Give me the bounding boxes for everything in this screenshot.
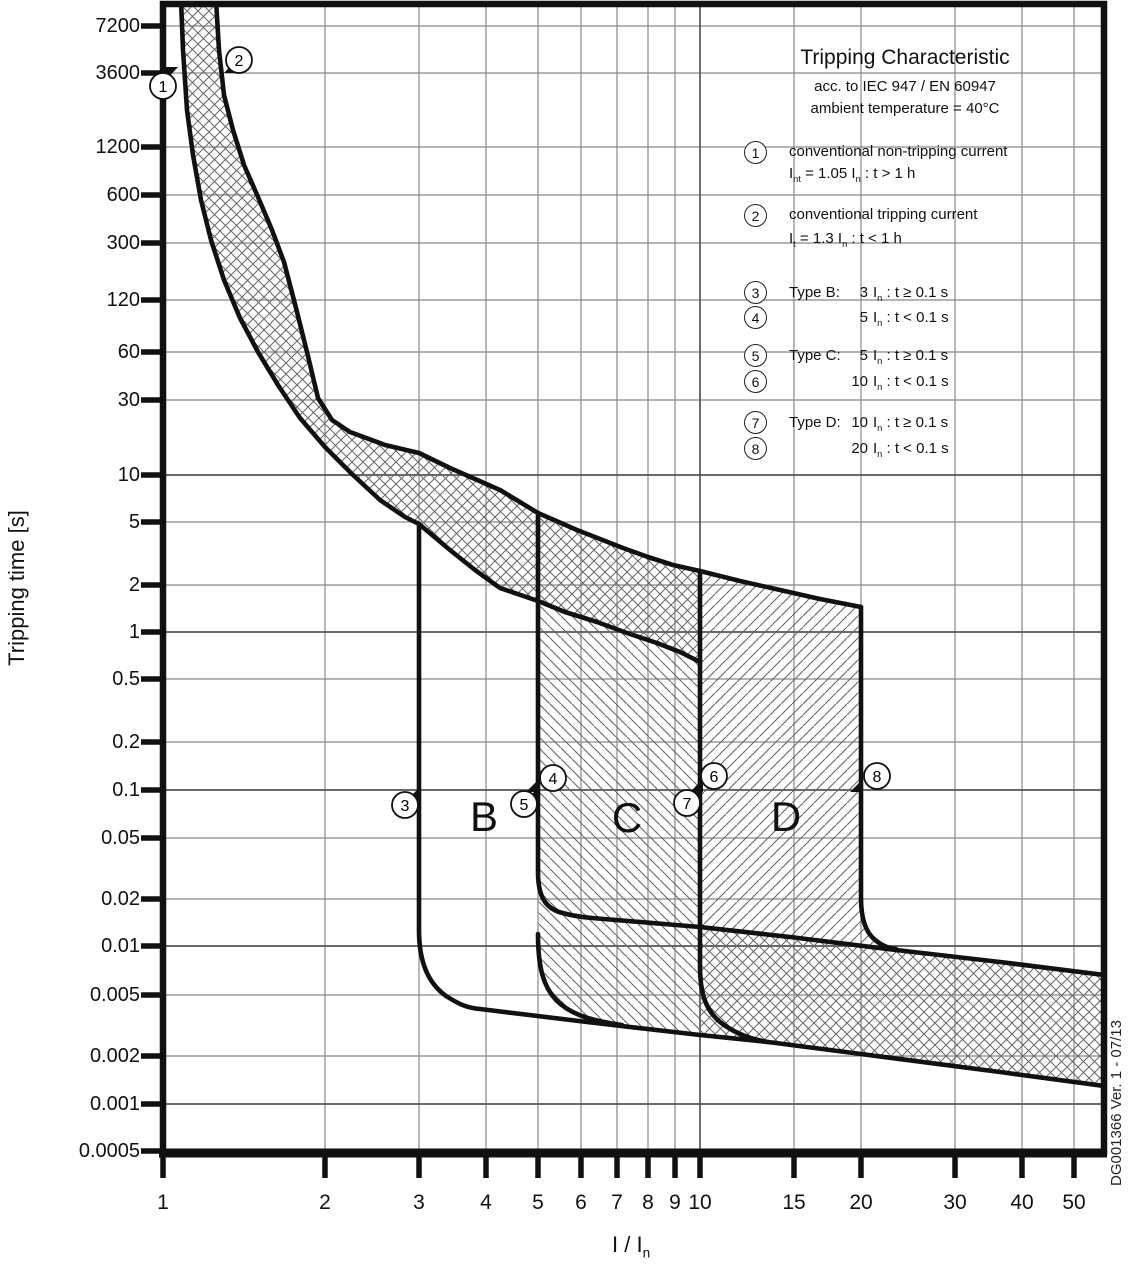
legend-value-rest: $I_n$ : t < 0.1 s bbox=[873, 373, 949, 392]
x-axis-title: I / $I_n$ bbox=[612, 1232, 651, 1261]
legend-type-label: Type B: bbox=[789, 284, 840, 301]
y-tick-label: 0.02 bbox=[101, 888, 140, 910]
legend-type-value bbox=[840, 373, 949, 392]
legend-value-number: 3 bbox=[859, 284, 868, 301]
region-label-c: C bbox=[611, 794, 643, 841]
x-tick-label: 15 bbox=[782, 1191, 806, 1214]
y-tick-label: 1 bbox=[128, 621, 140, 643]
x-tick-label: 50 bbox=[1062, 1191, 1086, 1214]
legend-circle-2: 2 bbox=[744, 204, 767, 227]
y-tick-label: 0.002 bbox=[89, 1045, 140, 1067]
callout-6-num: 6 bbox=[709, 769, 719, 786]
legend-circle-5: 5 bbox=[744, 344, 767, 367]
x-tick-label: 6 bbox=[575, 1191, 587, 1214]
legend-value-rest: $I_n$ : t ≥ 0.1 s bbox=[873, 414, 949, 433]
region-label-b: B bbox=[469, 793, 499, 840]
x-tick-label: 3 bbox=[413, 1191, 425, 1214]
y-tick-label: 0.005 bbox=[89, 984, 140, 1006]
region-label-d: D bbox=[770, 793, 802, 840]
y-axis-ticks bbox=[141, 26, 163, 1151]
legend-value-number: 5 bbox=[859, 309, 868, 326]
characteristic-curves bbox=[181, 0, 1104, 1086]
x-tick-label: 20 bbox=[849, 1191, 873, 1214]
y-tick-label: 3600 bbox=[95, 62, 140, 84]
type-d-region bbox=[700, 571, 896, 949]
y-tick-label: 600 bbox=[106, 184, 140, 206]
y-axis-title: Tripping time [s] bbox=[4, 510, 29, 666]
x-tick-label: 30 bbox=[943, 1191, 967, 1214]
x-tick-label: 8 bbox=[642, 1191, 654, 1214]
legend-circle-1: 1 bbox=[744, 141, 767, 164]
legend-value-number: 10 bbox=[851, 414, 868, 431]
callout-4 bbox=[540, 765, 566, 791]
y-tick-label: 0.001 bbox=[89, 1093, 140, 1115]
document-id-watermark: DG001366 Ver. 1 - 07/13 bbox=[1108, 1020, 1125, 1186]
x-tick-label: 4 bbox=[480, 1191, 492, 1214]
callout-7 bbox=[674, 790, 700, 816]
x-tick-label: 10 bbox=[688, 1191, 712, 1214]
legend-type-label: Type D: bbox=[789, 414, 841, 431]
x-tick-label: 5 bbox=[532, 1191, 544, 1214]
chart-subtitle: acc. to IEC 947 / EN 60947 bbox=[814, 78, 996, 95]
legend-circle-4: 4 bbox=[744, 306, 767, 329]
callout-4-num: 4 bbox=[548, 771, 558, 788]
legend-value-number: 5 bbox=[859, 347, 868, 364]
legend-type-value bbox=[840, 309, 949, 328]
y-tick-label: 0.01 bbox=[101, 935, 140, 957]
legend-formula: $I_{nt} = 1.05$ $I_n$ : t > 1 h bbox=[789, 165, 916, 184]
y-tick-label: 0.05 bbox=[101, 827, 140, 849]
legend-value-rest: $I_n$ : t < 0.1 s bbox=[873, 309, 949, 328]
legend-text: conventional tripping current bbox=[789, 206, 978, 223]
callout-2-num: 2 bbox=[234, 53, 244, 70]
legend-value-rest: $I_n$ : t ≥ 0.1 s bbox=[873, 347, 949, 366]
y-tick-label: 2 bbox=[128, 574, 140, 596]
legend-type-value bbox=[840, 284, 948, 303]
thermal-band-region bbox=[181, 0, 700, 661]
y-tick-label: 0.0005 bbox=[78, 1140, 140, 1162]
callout-3 bbox=[392, 792, 418, 818]
y-tick-label: 60 bbox=[117, 341, 140, 363]
callout-7-num: 7 bbox=[682, 796, 692, 813]
y-tick-label: 7200 bbox=[95, 15, 140, 37]
callout-8 bbox=[864, 763, 890, 789]
legend-type-value bbox=[840, 414, 948, 433]
legend-type-value bbox=[840, 347, 948, 366]
callout-5 bbox=[511, 791, 537, 817]
x-tick-label: 40 bbox=[1010, 1191, 1034, 1214]
chart-subtitle2: ambient temperature = 40°C bbox=[810, 100, 1000, 117]
y-tick-label: 0.5 bbox=[112, 668, 140, 690]
chart-title: Tripping Characteristic bbox=[800, 46, 1010, 69]
legend-value-number: 20 bbox=[851, 440, 868, 457]
legend-type-label: Type C: bbox=[789, 347, 841, 364]
y-tick-label: 10 bbox=[117, 464, 140, 486]
legend-value-number: 10 bbox=[851, 373, 868, 390]
x-tick-label: 9 bbox=[669, 1191, 681, 1214]
legend-circle-7: 7 bbox=[744, 411, 767, 434]
callout-5-num: 5 bbox=[519, 797, 529, 814]
y-tick-label: 5 bbox=[128, 511, 140, 533]
y-tick-label: 120 bbox=[106, 289, 140, 311]
callout-2 bbox=[226, 47, 252, 73]
legend-text: conventional non-tripping current bbox=[789, 143, 1008, 160]
x-tick-label: 1 bbox=[157, 1191, 169, 1214]
x-tick-label: 2 bbox=[319, 1191, 331, 1214]
legend-value-rest: $I_n$ : t < 0.1 s bbox=[873, 440, 949, 459]
legend-circle-6: 6 bbox=[744, 370, 767, 393]
y-tick-label: 30 bbox=[117, 389, 140, 411]
callout-8-num: 8 bbox=[872, 769, 882, 786]
y-tick-label: 0.1 bbox=[112, 779, 140, 801]
y-tick-label: 1200 bbox=[95, 136, 140, 158]
legend-formula: $I_t = 1.3$ $I_n$ : t < 1 h bbox=[789, 230, 902, 249]
y-tick-label: 300 bbox=[106, 232, 140, 254]
legend-value-rest: $I_n$ : t ≥ 0.1 s bbox=[873, 284, 949, 303]
legend-circle-3: 3 bbox=[744, 281, 767, 304]
callout-1 bbox=[150, 73, 176, 99]
callout-6 bbox=[701, 763, 727, 789]
legend-type-value bbox=[840, 440, 949, 459]
x-tick-label: 7 bbox=[611, 1191, 623, 1214]
y-tick-label: 0.2 bbox=[112, 731, 140, 753]
callout-3-num: 3 bbox=[400, 798, 410, 815]
callout-1-num: 1 bbox=[158, 79, 168, 96]
legend-circle-8: 8 bbox=[744, 437, 767, 460]
